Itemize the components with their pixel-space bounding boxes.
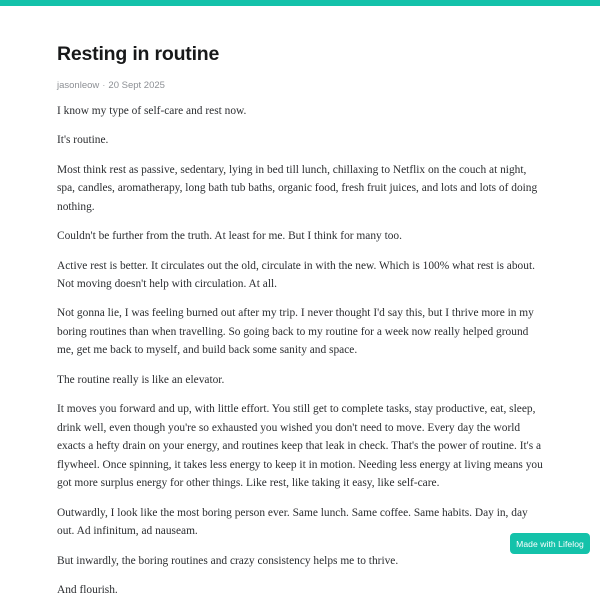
article-body bbox=[57, 102, 543, 600]
made-with-lifelog-badge[interactable]: Made with Lifelog bbox=[510, 533, 590, 554]
article bbox=[57, 42, 543, 600]
paragraph: And flourish. bbox=[57, 584, 118, 597]
byline-separator: · bbox=[102, 80, 106, 92]
byline-author: jasonleow bbox=[57, 80, 100, 92]
page-canvas bbox=[0, 6, 600, 597]
paragraph: The routine really is like an elevator. bbox=[57, 373, 225, 386]
byline-date: 20 Sept 2025 bbox=[108, 80, 165, 92]
paragraph: But inwardly, the boring routines and crazy consistency helps me to thrive. bbox=[57, 554, 399, 567]
paragraph: Couldn't be further from the truth. At least for me. But I think for many too. bbox=[57, 230, 402, 243]
paragraph: Outwardly, I look like the most boring person ever. Same lunch. Same coffee. Same habits. Day in, day out. Ad infinitum, ad nauseam. bbox=[57, 506, 528, 538]
paragraph: It's routine. bbox=[57, 134, 109, 147]
paragraph: I know my type of self-care and rest now. bbox=[57, 104, 247, 117]
byline bbox=[57, 80, 543, 92]
page-title: Resting in routine bbox=[57, 43, 220, 65]
paragraph: Most think rest as passive, sedentary, lying in bed till lunch, chillaxing to Netflix on the couch at night, spa, candles, aromatherapy, long bath tub baths, organic food, fresh fruit juices, and lots and lots of doing nothing. bbox=[57, 163, 538, 213]
paragraph: It moves you forward and up, with little effort. You still get to complete tasks, stay productive, eat, sleep, drink well, even though you're so exhausted you wished you don't need to move. Every day the world exacts a hefty drain on your energy, and routines keep that leak in check. That's the power of routine. It's a flywheel. Once spinning, it takes less energy to keep it in motion. Needing less energy at living means you got more surplus energy for other things. Like rest, like taking it easy, like self-care. bbox=[57, 403, 543, 490]
paragraph: Not gonna lie, I was feeling burned out after my trip. I never thought I'd say this, but I thrive more in my boring routines than when travelling. So going back to my routine for a week now really helped ground me, get me back to myself, and build back some sanity and space. bbox=[57, 307, 534, 357]
paragraph: Active rest is better. It circulates out the old, circulate in with the new. Which is 100% what rest is about. Not moving doesn't help with circulation. At all. bbox=[57, 259, 535, 290]
